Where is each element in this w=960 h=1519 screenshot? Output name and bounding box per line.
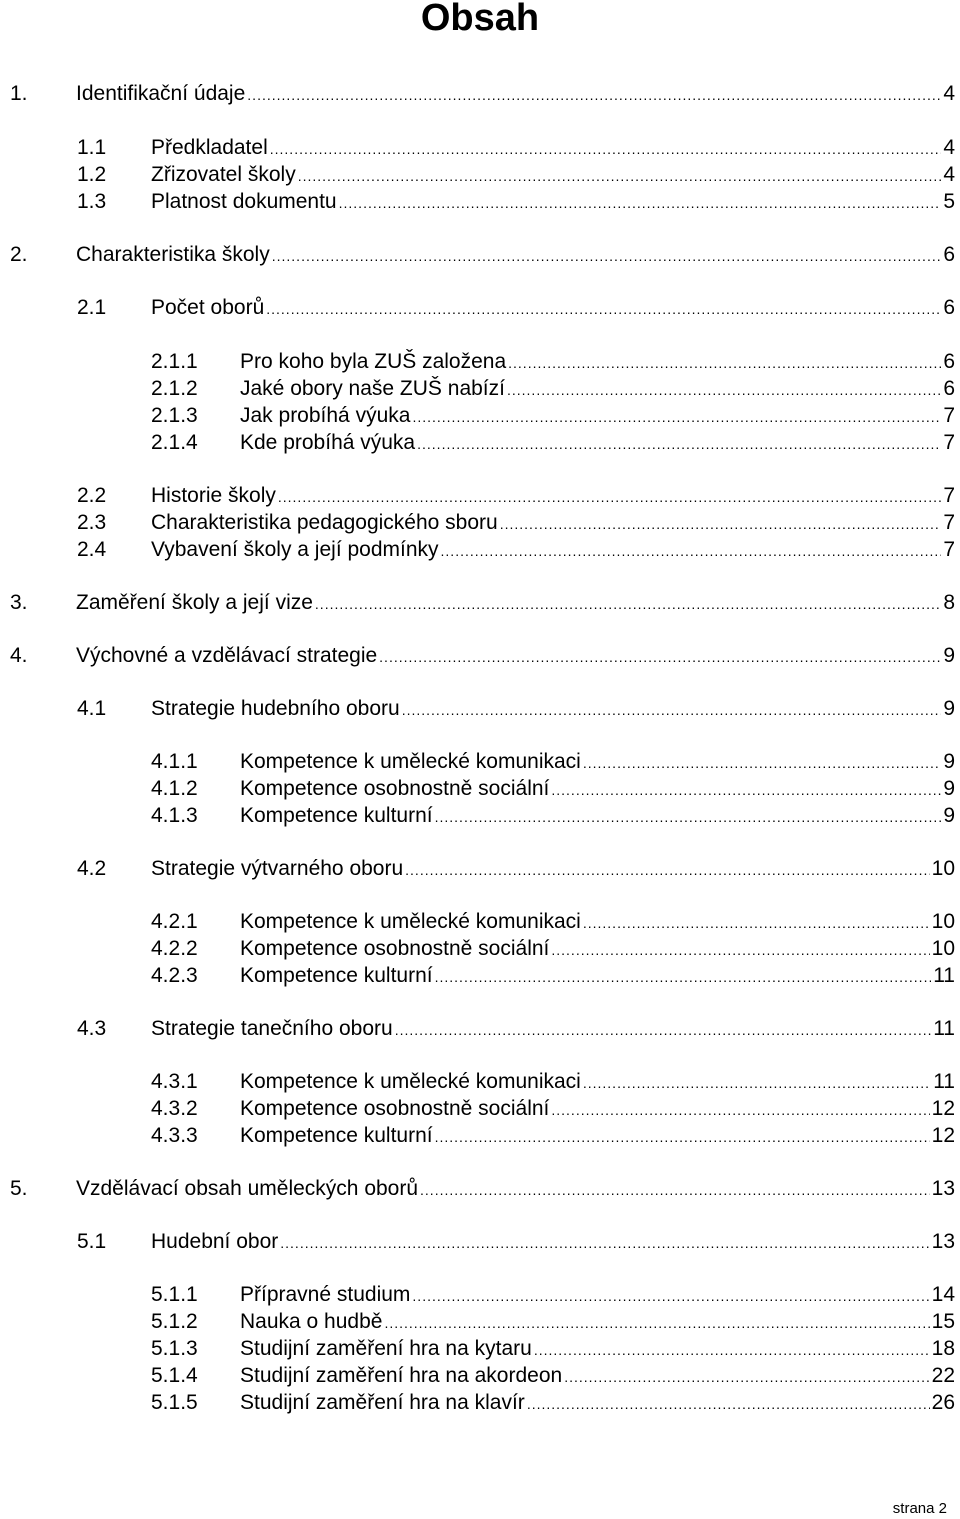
toc-entry-label: Vybavení školy a její podmínky: [151, 538, 439, 561]
toc-entry[interactable]: [0, 1068, 955, 1095]
toc-entry-label: Studijní zaměření hra na kytaru: [240, 1337, 532, 1360]
toc-entry-body: [151, 1228, 955, 1257]
toc-entry-body: [240, 1122, 955, 1151]
toc-entry-label: Jaké obory naše ZUŠ nabízí: [240, 377, 505, 400]
toc-entry-body: [151, 695, 955, 724]
toc-entry[interactable]: [0, 241, 955, 268]
dot-leader: [551, 1097, 929, 1124]
toc-entry-body: [151, 294, 955, 323]
toc-entry-number: 2.1.3: [151, 404, 198, 427]
toc-entry-body: [240, 348, 955, 377]
toc-entry-number: 4.2: [77, 857, 107, 880]
toc-entry-number: 4.2.2: [151, 937, 198, 960]
toc-entry-page: 7: [943, 484, 955, 507]
toc-entry-number: 2.: [10, 243, 28, 266]
toc-entry[interactable]: [0, 536, 955, 563]
dot-leader: [420, 1177, 930, 1204]
toc-entry-body: [240, 748, 955, 777]
toc-entry[interactable]: [0, 589, 955, 616]
toc-entry-body: [76, 589, 955, 618]
toc-entry-body: [240, 935, 955, 964]
toc-entry-number: 2.1: [77, 296, 107, 319]
toc-entry-body: [151, 188, 955, 217]
toc-entry-page: 6: [943, 350, 955, 373]
toc-entry[interactable]: [0, 1335, 955, 1362]
toc-entry-page: 9: [943, 644, 955, 667]
toc-entry[interactable]: [0, 348, 955, 375]
toc-entry-body: [151, 509, 955, 538]
toc-entry-body: [240, 1095, 955, 1124]
toc-entry-number: 2.1.2: [151, 377, 198, 400]
toc-entry-body: [151, 855, 955, 884]
toc-entry[interactable]: [0, 134, 955, 161]
toc-entry-number: 5.1.5: [151, 1391, 198, 1414]
dot-leader: [247, 82, 941, 109]
toc-entry-label: Kompetence osobnostně sociální: [240, 777, 550, 800]
page-number: strana 2: [892, 1500, 947, 1517]
toc-entry-label: Strategie hudebního oboru: [151, 697, 400, 720]
toc-entry[interactable]: [0, 1362, 955, 1389]
toc-entry-page: 18: [931, 1337, 955, 1360]
toc-entry-body: [240, 1362, 955, 1391]
toc-entry-label: Zřizovatel školy: [151, 163, 296, 186]
toc-entry[interactable]: [0, 908, 955, 935]
dot-leader: [435, 804, 942, 831]
toc-entry-page: 11: [933, 1070, 955, 1093]
toc-entry-page: 4: [943, 82, 955, 105]
toc-entry-number: 2.3: [77, 511, 107, 534]
toc-entry-page: 11: [933, 1017, 955, 1040]
dot-leader: [583, 750, 941, 777]
toc-entry[interactable]: [0, 962, 955, 989]
toc-entry-label: Předkladatel: [151, 136, 268, 159]
toc-entry-label: Nauka o hudbě: [240, 1310, 383, 1333]
toc-entry[interactable]: [0, 429, 955, 456]
toc-entry-number: 4.1.2: [151, 777, 198, 800]
toc-entry-body: [151, 134, 955, 163]
toc-entry-page: 7: [943, 431, 955, 454]
toc-entry-page: 4: [943, 136, 955, 159]
dot-leader: [507, 377, 941, 404]
dot-leader: [384, 1310, 929, 1337]
toc-entry-number: 1.: [10, 82, 28, 105]
dot-leader: [551, 777, 941, 804]
toc-entry-page: 4: [943, 163, 955, 186]
toc-entry-number: 1.2: [77, 163, 107, 186]
toc-entry-body: [76, 1175, 955, 1204]
toc-entry-page: 9: [943, 697, 955, 720]
toc-entry-page: 6: [943, 243, 955, 266]
toc-entry-page: 11: [933, 964, 955, 987]
dot-leader: [395, 1017, 932, 1044]
toc-entry-page: 22: [931, 1364, 955, 1387]
toc-entry-number: 4.1.3: [151, 804, 198, 827]
toc-entry[interactable]: [0, 935, 955, 962]
toc-entry-label: Výchovné a vzdělávací strategie: [76, 644, 378, 667]
toc-entry-number: 4.2.3: [151, 964, 198, 987]
dot-leader: [278, 484, 941, 511]
toc-entry-label: Zaměření školy a její vize: [76, 591, 313, 614]
toc-entry-label: Kompetence kulturní: [240, 964, 433, 987]
toc-entry-page: 13: [931, 1177, 955, 1200]
toc-entry-page: 12: [931, 1124, 955, 1147]
toc-entry-page: 6: [943, 377, 955, 400]
toc-entry-label: Identifikační údaje: [76, 82, 246, 105]
toc-entry-body: [240, 429, 955, 458]
toc-entry-label: Historie školy: [151, 484, 276, 507]
toc-entry-number: 1.3: [77, 190, 107, 213]
toc-entry-number: 4.3.3: [151, 1124, 198, 1147]
toc-entry[interactable]: [0, 642, 955, 669]
toc-entry-body: [240, 1389, 955, 1418]
toc-entry-page: 26: [931, 1391, 955, 1414]
toc-entry-label: Počet oborů: [151, 296, 265, 319]
toc-entry-body: [240, 775, 955, 804]
toc-entry-label: Jak probíhá výuka: [240, 404, 411, 427]
toc-entry-body: [151, 482, 955, 511]
toc-entry-body: [151, 161, 955, 190]
toc-entry-page: 9: [943, 804, 955, 827]
toc-entry[interactable]: [0, 695, 955, 722]
toc-entry-body: [240, 375, 955, 404]
toc-entry-label: Kompetence k umělecké komunikaci: [240, 910, 581, 933]
toc-entry-body: [240, 802, 955, 831]
toc-entry-page: 6: [943, 296, 955, 319]
toc-entry-number: 5.1.4: [151, 1364, 198, 1387]
toc-entry-page: 15: [931, 1310, 955, 1333]
dot-leader: [405, 857, 929, 884]
toc-entry-body: [240, 1068, 955, 1097]
toc-entry-number: 5.1.2: [151, 1310, 198, 1333]
toc-entry[interactable]: [0, 775, 955, 802]
toc-entry-number: 2.1.4: [151, 431, 198, 454]
toc-entry-label: Charakteristika školy: [76, 243, 270, 266]
dot-leader: [583, 1070, 931, 1097]
dot-leader: [412, 1283, 929, 1310]
dot-leader: [270, 136, 942, 163]
toc-entry-label: Strategie výtvarného oboru: [151, 857, 404, 880]
toc-entry[interactable]: [0, 482, 955, 509]
toc-entry-page: 9: [943, 777, 955, 800]
toc-entry-number: 5.1.3: [151, 1337, 198, 1360]
toc-entry-label: Platnost dokumentu: [151, 190, 337, 213]
toc-entry[interactable]: [0, 855, 955, 882]
toc-entry-body: [240, 962, 955, 991]
toc-entry-body: [240, 402, 955, 431]
toc-entry-label: Přípravné studium: [240, 1283, 411, 1306]
dot-leader: [412, 404, 941, 431]
toc-entry-label: Pro koho byla ZUŠ založena: [240, 350, 507, 373]
dot-leader: [379, 644, 941, 671]
dot-leader: [534, 1337, 930, 1364]
toc-entry-number: 4.: [10, 644, 28, 667]
toc-entry-number: 4.3.2: [151, 1097, 198, 1120]
toc-entry-body: [240, 1308, 955, 1337]
toc-entry-label: Kompetence k umělecké komunikaci: [240, 1070, 581, 1093]
toc-entry-number: 5.1.1: [151, 1283, 198, 1306]
toc-entry-number: 5.1: [77, 1230, 107, 1253]
toc-entry-number: 4.3: [77, 1017, 107, 1040]
toc-entry-number: 4.1: [77, 697, 107, 720]
toc-entry[interactable]: [0, 161, 955, 188]
toc-entry-label: Studijní zaměření hra na klavír: [240, 1391, 525, 1414]
dot-leader: [435, 1124, 930, 1151]
toc-entry-body: [240, 1335, 955, 1364]
toc-entry-label: Kompetence k umělecké komunikaci: [240, 750, 581, 773]
toc-entry-number: 2.4: [77, 538, 107, 561]
toc-entry[interactable]: [0, 1175, 955, 1202]
toc-entry-page: 10: [931, 910, 955, 933]
toc-entry-number: 1.1: [77, 136, 107, 159]
toc-entry-page: 9: [943, 750, 955, 773]
toc-entry[interactable]: [0, 1389, 955, 1416]
toc-entry-page: 14: [931, 1283, 955, 1306]
toc-entry-body: [76, 80, 955, 109]
toc-entry-label: Kompetence osobnostně sociální: [240, 1097, 550, 1120]
toc-entry[interactable]: [0, 375, 955, 402]
toc-entry-number: 2.2: [77, 484, 107, 507]
toc-entry-page: 12: [931, 1097, 955, 1120]
dot-leader: [298, 163, 942, 190]
toc-entry-page: 10: [931, 937, 955, 960]
toc-entry-body: [240, 1281, 955, 1310]
toc-entry-number: 2.1.1: [151, 350, 198, 373]
dot-leader: [583, 910, 930, 937]
toc-entry[interactable]: [0, 748, 955, 775]
toc-entry-body: [151, 1015, 955, 1044]
dot-leader: [508, 350, 941, 377]
dot-leader: [272, 243, 942, 270]
dot-leader: [551, 937, 929, 964]
dot-leader: [280, 1230, 929, 1257]
toc-entry-body: [240, 908, 955, 937]
toc-entry-label: Studijní zaměření hra na akordeon: [240, 1364, 563, 1387]
dot-leader: [500, 511, 942, 538]
toc-entry-label: Strategie tanečního oboru: [151, 1017, 393, 1040]
toc-entry-number: 5.: [10, 1177, 28, 1200]
toc-entry-label: Kompetence kulturní: [240, 1124, 433, 1147]
dot-leader: [315, 591, 941, 618]
toc-entry[interactable]: [0, 80, 955, 107]
dot-leader: [435, 964, 932, 991]
toc-entry-body: [76, 642, 955, 671]
toc-entry[interactable]: [0, 1228, 955, 1255]
toc-entry-page: 8: [943, 591, 955, 614]
toc-entry[interactable]: [0, 188, 955, 215]
dot-leader: [417, 431, 941, 458]
toc-entry[interactable]: [0, 1122, 955, 1149]
toc-entry-label: Charakteristika pedagogického sboru: [151, 511, 498, 534]
toc-entry[interactable]: [0, 294, 955, 321]
page-title: Obsah: [420, 0, 540, 39]
toc-entry[interactable]: [0, 1015, 955, 1042]
toc-entry[interactable]: [0, 802, 955, 829]
toc-entry[interactable]: [0, 1095, 955, 1122]
toc-entry-label: Kompetence osobnostně sociální: [240, 937, 550, 960]
toc-entry-body: [76, 241, 955, 270]
toc-entry-body: [151, 536, 955, 565]
toc-entry-label: Kde probíhá výuka: [240, 431, 416, 454]
toc-entry-number: 3.: [10, 591, 28, 614]
dot-leader: [402, 697, 942, 724]
toc-entry-page: 7: [943, 538, 955, 561]
toc-entry-page: 5: [943, 190, 955, 213]
dot-leader: [339, 190, 942, 217]
dot-leader: [266, 296, 941, 323]
toc-entry[interactable]: [0, 1308, 955, 1335]
toc-entry[interactable]: [0, 402, 955, 429]
toc-entry-number: 4.3.1: [151, 1070, 198, 1093]
toc-entry-page: 7: [943, 404, 955, 427]
toc-entry[interactable]: [0, 509, 955, 536]
toc-entry-page: 7: [943, 511, 955, 534]
dot-leader: [527, 1391, 930, 1418]
toc-entry-label: Kompetence kulturní: [240, 804, 433, 827]
toc-entry-label: Vzdělávací obsah uměleckých oborů: [76, 1177, 419, 1200]
toc-entry-number: 4.1.1: [151, 750, 198, 773]
toc-entry-page: 13: [931, 1230, 955, 1253]
dot-leader: [564, 1364, 929, 1391]
toc-entry[interactable]: [0, 1281, 955, 1308]
toc-entry-page: 10: [931, 857, 955, 880]
toc-entry-number: 4.2.1: [151, 910, 198, 933]
toc-entry-label: Hudební obor: [151, 1230, 279, 1253]
dot-leader: [441, 538, 942, 565]
